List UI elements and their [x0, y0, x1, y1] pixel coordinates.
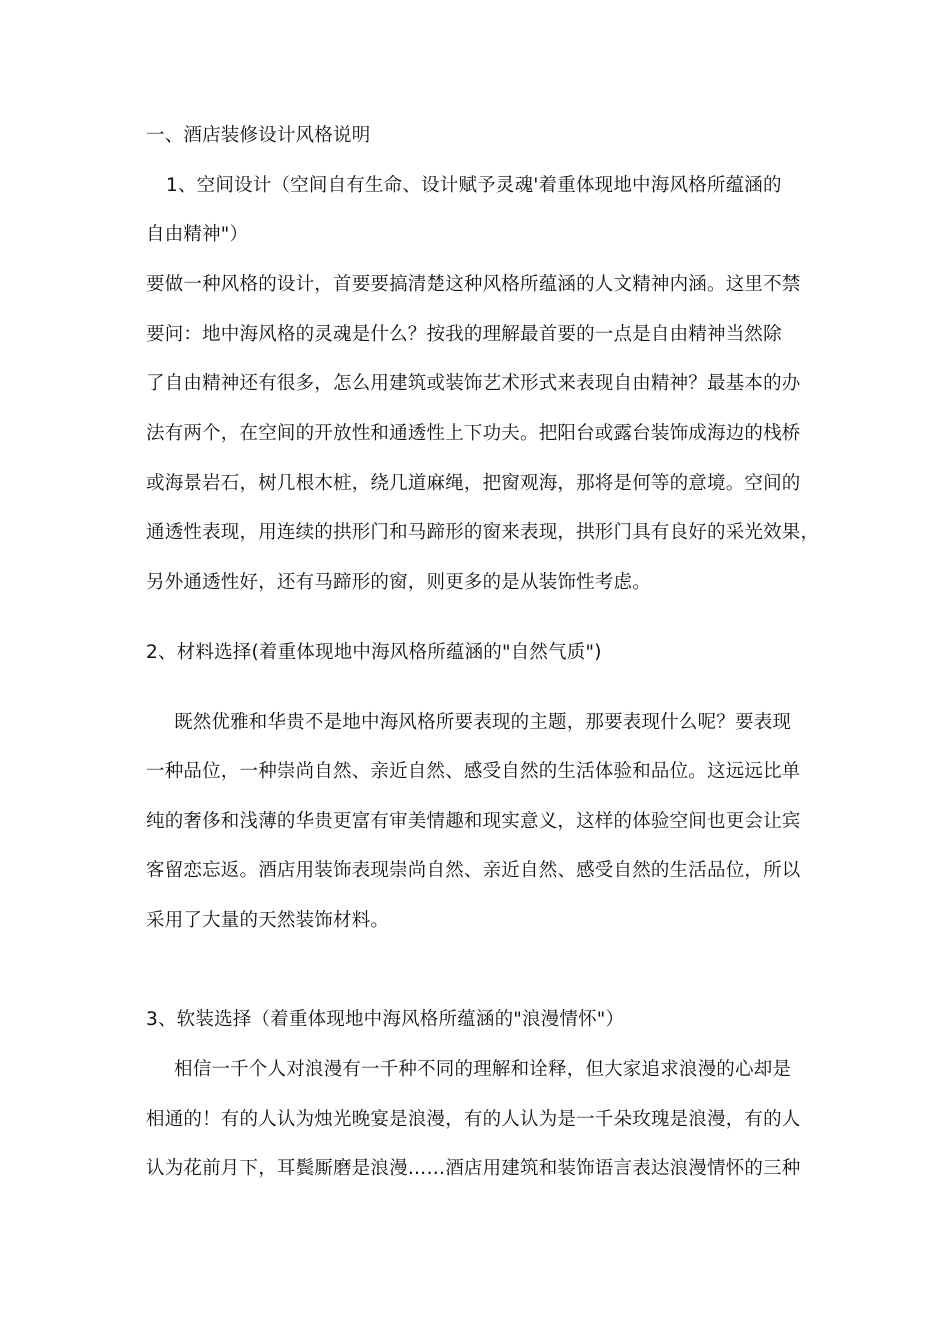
- section3-paragraph-line: 相信一千个人对浪漫有一千种不同的理解和诠释，但大家追求浪漫的心却是: [174, 1059, 792, 1080]
- section3-paragraph-line: 认为花前月下，耳鬓厮磨是浪漫……酒店用建筑和装饰语言表达浪漫情怀的三种: [146, 1158, 801, 1179]
- section1-paragraph-line: 法有两个，在空间的开放性和通透性上下功夫。把阳台或露台装饰成海边的栈桥: [146, 423, 801, 444]
- section3-title: 3、软装选择（着重体现地中海风格所蕴涵的"浪漫情怀"）: [146, 1009, 625, 1030]
- section1-paragraph-line: 或海景岩石，树几根木桩，绕几道麻绳，把窗观海，那将是何等的意境。空间的: [146, 473, 801, 494]
- section2-paragraph-line: 客留恋忘返。酒店用装饰表现崇尚自然、亲近自然、感受自然的生活品位，所以: [146, 860, 801, 881]
- section3-paragraph-line: 相通的！有的人认为烛光晚宴是浪漫，有的人认为是一千朵玫瑰是浪漫，有的人: [146, 1109, 801, 1130]
- section1-paragraph-line: 要做一种风格的设计，首要要搞清楚这种风格所蕴涵的人文精神内涵。这里不禁: [146, 274, 801, 295]
- section2-paragraph-line: 采用了大量的天然装饰材料。: [146, 910, 390, 931]
- section1-paragraph-line: 要问：地中海风格的灵魂是什么？按我的理解最首要的一点是自由精神当然除: [146, 324, 782, 345]
- section1-title-line2: 自由精神"）: [146, 224, 249, 245]
- document-heading: 一、酒店装修设计风格说明: [146, 125, 371, 146]
- section2-paragraph-line: 纯的奢侈和浅薄的华贵更富有审美情趣和现实意义，这样的体验空间也更会让宾: [146, 811, 801, 832]
- section2-paragraph-line: 一种品位，一种崇尚自然、亲近自然、感受自然的生活体验和品位。这远远比单: [146, 761, 801, 782]
- section2-paragraph-line: 既然优雅和华贵不是地中海风格所要表现的主题，那要表现什么呢？要表现: [174, 712, 792, 733]
- section2-title: 2、材料选择(着重体现地中海风格所蕴涵的"自然气质"): [146, 642, 602, 663]
- section1-paragraph-line: 另外通透性好，还有马蹄形的窗，则更多的是从装饰性考虑。: [146, 572, 651, 593]
- section1-paragraph-line: 了自由精神还有很多，怎么用建筑或装饰艺术形式来表现自由精神？最基本的办: [146, 373, 801, 394]
- section1-paragraph-line: 通透性表现，用连续的拱形门和马蹄形的窗来表现，拱形门具有良好的采光效果，: [146, 522, 820, 543]
- section1-title-line1: 1、空间设计（空间自有生命、设计赋予灵魂'着重体现地中海风格所蕴涵的: [166, 175, 782, 196]
